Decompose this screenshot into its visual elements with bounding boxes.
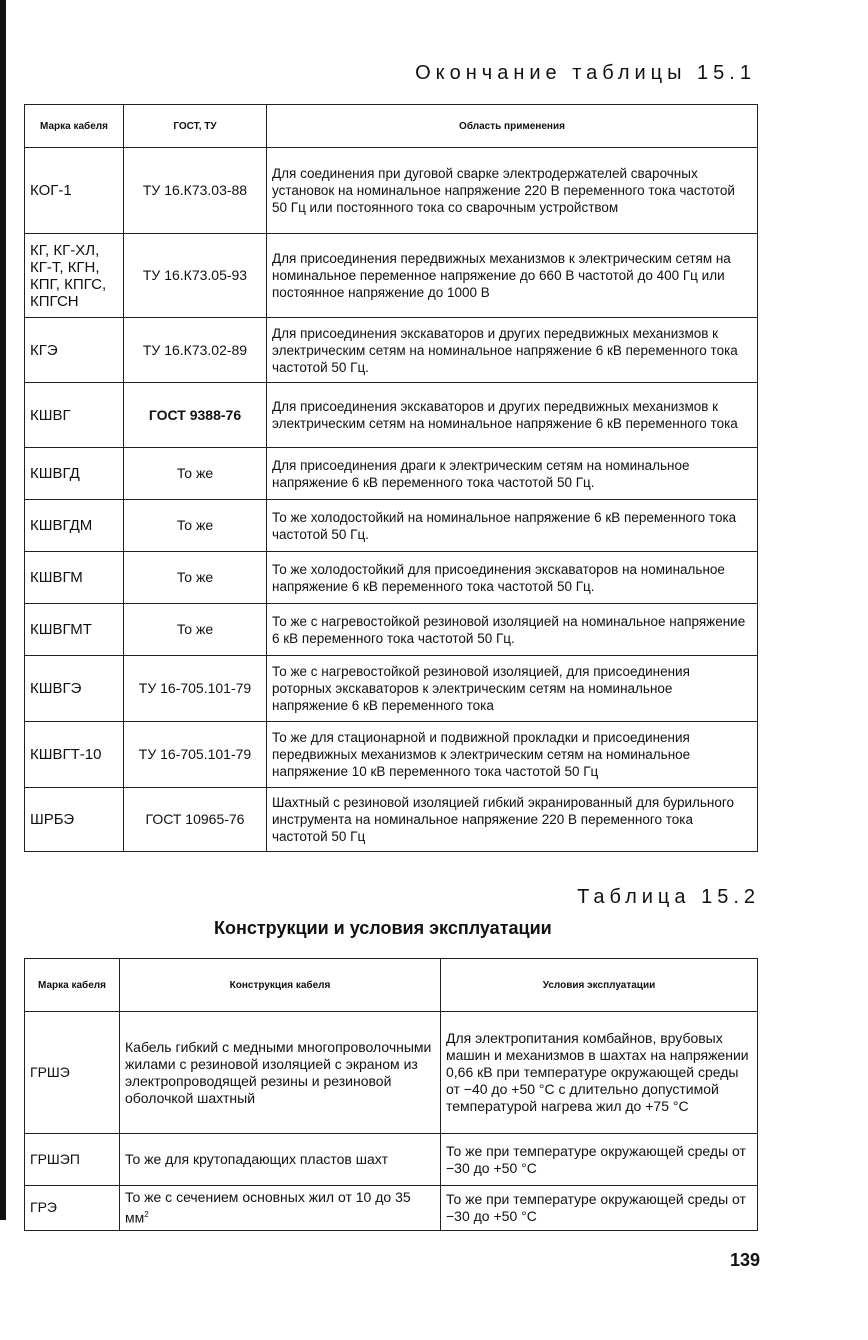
table-row: [25, 383, 758, 448]
table-row: [25, 788, 758, 852]
gost-ref: ТУ 16.К73.03-88: [124, 148, 267, 234]
cable-mark: КШВГМ: [25, 552, 124, 604]
table-row: [25, 448, 758, 500]
table-row: [25, 318, 758, 383]
table-row: [25, 1012, 758, 1134]
cable-mark: КШВГ: [25, 383, 124, 448]
usage-text: То же холодостойкий на номинальное напряжение 6 кВ переменного тока частотой 50 Гц.: [267, 500, 758, 552]
table-row: [25, 1186, 758, 1231]
table-header-row: [25, 105, 758, 148]
table-header-row: [25, 959, 758, 1012]
gost-ref: ТУ 16-705.101-79: [124, 656, 267, 722]
cable-mark: КШВГМТ: [25, 604, 124, 656]
cable-mark: КГ, КГ-ХЛ, КГ-Т, КГН, КПГ, КПГС, КПГСН: [25, 234, 124, 318]
conditions-text: То же при температуре окружающей среды от −30 до +50 °С: [441, 1186, 758, 1231]
table-row: [25, 1134, 758, 1186]
continuation-title: Окончание таблицы 15.1: [415, 62, 756, 84]
usage-text: Для присоединения драги к электрическим сетям на номинальное напряжение 6 кВ переменного тока частотой 50 Гц.: [267, 448, 758, 500]
construction-text: Кабель гибкий с медными многопроволочными жилами с резиновой изоляцией с экраном из электропроводящей резины и резиновой оболочкой шахтный: [120, 1012, 441, 1134]
usage-text: Для присоединения экскаваторов и других передвижных механизмов к электрическим сетям на номинальное напряжение 6 кВ переменного тока: [267, 383, 758, 448]
conditions-text: Для электропитания комбайнов, врубовых машин и механизмов в шахтах на напряжении 0,66 кВ при температуре окружающей среды от −40 до +50 °С с длительно допустимой температурой нагрева жил до +75 °С: [441, 1012, 758, 1134]
table-row: [25, 604, 758, 656]
page-edge-bar: [0, 0, 6, 1220]
header-cell: Область применения: [267, 105, 758, 148]
cable-mark: КШВГТ-10: [25, 722, 124, 788]
gost-ref: То же: [124, 552, 267, 604]
gost-ref: ТУ 16-705.101-79: [124, 722, 267, 788]
table-caption: Конструкции и условия эксплуатации: [214, 918, 552, 938]
cable-mark: КШВГДМ: [25, 500, 124, 552]
cable-construction-table: [24, 958, 758, 1231]
cable-mark: ГРШЭП: [25, 1134, 120, 1186]
usage-text: То же холодостойкий для присоединения экскаваторов на номинальное напряжение 6 кВ переменного тока частотой 50 Гц.: [267, 552, 758, 604]
header-cell: Марка кабеля: [25, 959, 120, 1012]
gost-ref: ТУ 16.К73.05-93: [124, 234, 267, 318]
cable-mark: ГРШЭ: [25, 1012, 120, 1134]
page-number: 139: [729, 1250, 760, 1270]
cable-mark: ГРЭ: [25, 1186, 120, 1231]
construction-text-main: То же с сечением основных жил от 10 до 35 мм: [125, 1189, 411, 1226]
usage-text: Для присоединения экскаваторов и других передвижных механизмов к электрическим сетям на номинальное напряжение 6 кВ переменного тока частотой 50 Гц.: [267, 318, 758, 383]
gost-ref: То же: [124, 448, 267, 500]
gost-ref: ГОСТ 9388-76: [124, 383, 267, 448]
cable-mark: КШВГД: [25, 448, 124, 500]
construction-text: То же для крутопадающих пластов шахт: [120, 1134, 441, 1186]
header-cell: ГОСТ, ТУ: [124, 105, 267, 148]
cable-mark: ШРБЭ: [25, 788, 124, 852]
table-row: [25, 552, 758, 604]
cable-mark: КОГ-1: [25, 148, 124, 234]
table-row: [25, 234, 758, 318]
header-cell: Конструкция кабеля: [120, 959, 441, 1012]
header-cell: Марка кабеля: [25, 105, 124, 148]
cable-usage-table: [24, 104, 758, 852]
usage-text: То же для стационарной и подвижной прокладки и присоединения передвижных механизмов к электрическим сетям на номинальное напряжение 10 кВ переменного тока частотой 50 Гц: [267, 722, 758, 788]
table-row: [25, 148, 758, 234]
table-row: [25, 656, 758, 722]
table-number-label: Таблица 15.2: [577, 886, 760, 908]
construction-text: [120, 1186, 441, 1231]
cable-mark: КГЭ: [25, 318, 124, 383]
usage-text: Шахтный с резиновой изоляцией гибкий экранированный для бурильного инструмента на номинальное напряжение 220 В переменного тока частотой 50 Гц: [267, 788, 758, 852]
superscript: 2: [144, 1210, 149, 1219]
table-row: [25, 722, 758, 788]
usage-text: То же с нагревостойкой резиновой изоляцией на номинальное напряжение 6 кВ переменного тока частотой 50 Гц.: [267, 604, 758, 656]
usage-text: То же с нагревостойкой резиновой изоляцией, для присоединения роторных экскаваторов к электрическим сетям на номинальное напряжение 6 кВ переменного тока: [267, 656, 758, 722]
gost-ref: ГОСТ 10965-76: [124, 788, 267, 852]
header-cell: Условия эксплуатации: [441, 959, 758, 1012]
usage-text: Для присоединения передвижных механизмов к электрическим сетям на номинальное переменное напряжение до 660 В частотой до 400 Гц или постоянное напряжение до 1000 В: [267, 234, 758, 318]
conditions-text: То же при температуре окружающей среды от −30 до +50 °С: [441, 1134, 758, 1186]
gost-ref: То же: [124, 500, 267, 552]
gost-ref: То же: [124, 604, 267, 656]
gost-ref: ТУ 16.К73.02-89: [124, 318, 267, 383]
cable-mark: КШВГЭ: [25, 656, 124, 722]
usage-text: Для соединения при дуговой сварке электродержателей сварочных установок на номинальное напряжение 220 В переменного тока частотой 50 Гц или постоянного тока со сварочным устройством: [267, 148, 758, 234]
table-row: [25, 500, 758, 552]
